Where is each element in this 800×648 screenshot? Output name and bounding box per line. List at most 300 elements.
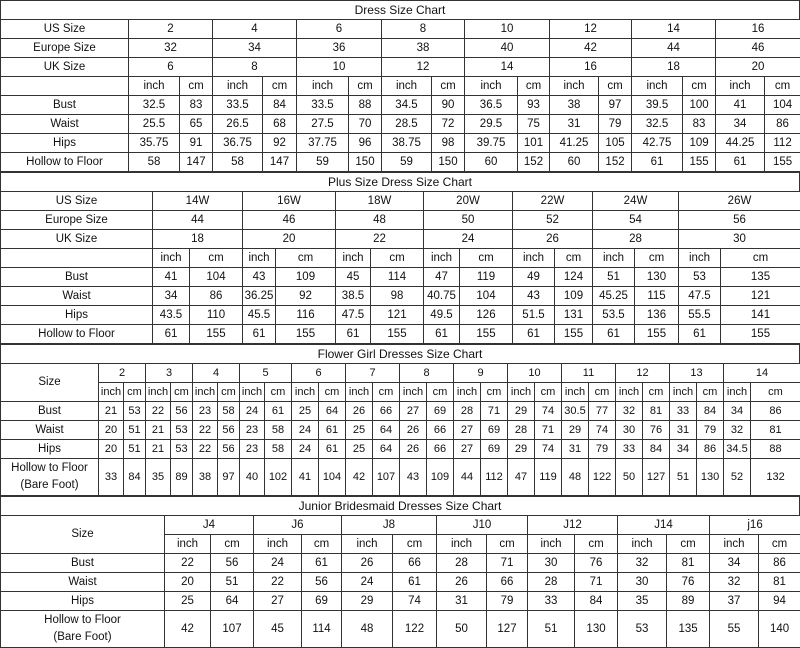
measure-value: 51 (670, 459, 697, 496)
measure-value: 93 (518, 96, 550, 115)
measure-value: 49.5 (424, 306, 460, 325)
measure-value: 28 (454, 402, 481, 421)
unit-cm: cm (373, 383, 400, 402)
measure-value: 97 (218, 459, 240, 496)
measure-value: 100 (683, 96, 716, 115)
measure-value: 24 (254, 554, 302, 573)
uk-size-label: UK Size (1, 230, 153, 249)
unit-cm: cm (535, 383, 562, 402)
uk-size-value: 26 (513, 230, 593, 249)
measure-value: 155 (683, 153, 716, 172)
size-value: 5 (240, 364, 292, 383)
measure-value: 33 (670, 402, 697, 421)
eu-size-value: 44 (632, 39, 716, 58)
unit-cm: cm (667, 535, 710, 554)
measure-value: 136 (635, 306, 679, 325)
uk-size-value: 8 (213, 58, 297, 77)
measure-value: 109 (555, 287, 593, 306)
measure-value: 104 (460, 287, 513, 306)
size-value: 4 (193, 364, 240, 383)
measure-value: 91 (180, 134, 213, 153)
measure-value: 31 (550, 115, 599, 134)
measure-value: 135 (721, 268, 800, 287)
eu-size-value: 54 (593, 211, 679, 230)
size-value: 2 (99, 364, 146, 383)
size-value: J6 (254, 516, 342, 535)
unit-inch: inch (292, 383, 319, 402)
measure-value: 44.25 (716, 134, 765, 153)
measure-value: 61 (243, 325, 276, 344)
unit-inch: inch (382, 77, 432, 96)
measure-value: 26 (437, 573, 487, 592)
eu-size-value: 52 (513, 211, 593, 230)
eu-size-value: 42 (550, 39, 632, 58)
unit-inch: inch (593, 249, 635, 268)
measure-value: 61 (265, 402, 292, 421)
measure-label: Bust (1, 268, 153, 287)
unit-inch: inch (254, 535, 302, 554)
us-size-value: 16W (243, 192, 336, 211)
eu-size-value: 38 (382, 39, 465, 58)
measure-row (1, 611, 800, 648)
measure-value: 27 (400, 402, 427, 421)
measure-row (1, 115, 800, 134)
measure-value: 79 (697, 421, 724, 440)
measure-value: 127 (487, 611, 528, 648)
measure-value: 115 (635, 287, 679, 306)
us-size-value: 14 (632, 20, 716, 39)
uk-size-value: 28 (593, 230, 679, 249)
measure-value: 20 (99, 440, 124, 459)
junior-chart-title: Junior Bridesmaid Dresses Size Chart (0, 496, 800, 515)
measure-value: 58 (265, 421, 292, 440)
measure-value: 44 (454, 459, 481, 496)
measure-row (1, 325, 800, 344)
measure-value: 140 (759, 611, 800, 648)
measure-value: 150 (432, 153, 465, 172)
measure-value: 69 (481, 440, 508, 459)
flower-chart-title: Flower Girl Dresses Size Chart (0, 344, 800, 363)
uk-size-value: 22 (336, 230, 424, 249)
measure-label: Waist (1, 115, 129, 134)
measure-label: Hips (1, 592, 165, 611)
measure-row (1, 134, 800, 153)
measure-value: 64 (319, 402, 346, 421)
dress-size-table (0, 19, 800, 172)
measure-row (1, 153, 800, 172)
measure-value: 53.5 (593, 306, 635, 325)
us-size-value: 10 (465, 20, 550, 39)
measure-value: 40.75 (424, 287, 460, 306)
unit-cm: cm (171, 383, 193, 402)
measure-value: 155 (635, 325, 679, 344)
measure-value: 112 (765, 134, 800, 153)
measure-value: 66 (427, 440, 454, 459)
measure-value: 30 (618, 573, 667, 592)
measure-value: 86 (697, 440, 724, 459)
measure-value: 61 (153, 325, 190, 344)
measure-value: 56 (302, 573, 342, 592)
measure-value: 47 (424, 268, 460, 287)
measure-value: 33 (99, 459, 124, 496)
measure-value: 92 (276, 287, 336, 306)
measure-value: 81 (643, 402, 670, 421)
measure-value: 107 (211, 611, 254, 648)
eu-size-value: 34 (213, 39, 297, 58)
measure-value: 47.5 (679, 287, 721, 306)
measure-value: 23 (240, 440, 265, 459)
unit-inch: inch (550, 77, 599, 96)
measure-value: 56 (218, 440, 240, 459)
measure-label (1, 459, 99, 496)
measure-value: 147 (263, 153, 297, 172)
unit-inch: inch (437, 535, 487, 554)
measure-value: 61 (424, 325, 460, 344)
measure-value: 109 (276, 268, 336, 287)
unit-inch: inch (618, 535, 667, 554)
measure-value: 58 (213, 153, 263, 172)
measure-value: 36.25 (243, 287, 276, 306)
measure-value: 43.5 (153, 306, 190, 325)
measure-value: 152 (518, 153, 550, 172)
measure-value: 55.5 (679, 306, 721, 325)
measure-row (1, 592, 800, 611)
size-value: 3 (146, 364, 193, 383)
measure-value: 45 (336, 268, 371, 287)
unit-label-blank (1, 77, 129, 96)
measure-row (1, 554, 800, 573)
measure-value: 152 (599, 153, 632, 172)
measure-value: 89 (667, 592, 710, 611)
measure-label-line1: Hollow to Floor (11, 462, 88, 474)
measure-value: 81 (667, 554, 710, 573)
measure-value: 35 (618, 592, 667, 611)
measure-label: Hips (1, 134, 129, 153)
measure-value: 56 (171, 402, 193, 421)
unit-inch: inch (243, 249, 276, 268)
unit-inch: inch (297, 77, 349, 96)
measure-value: 53 (124, 402, 146, 421)
measure-value: 32.5 (129, 96, 180, 115)
unit-cm: cm (263, 77, 297, 96)
measure-value: 76 (667, 573, 710, 592)
unit-inch: inch (99, 383, 124, 402)
measure-value: 38 (550, 96, 599, 115)
measure-value: 53 (171, 421, 193, 440)
unit-cm: cm (643, 383, 670, 402)
unit-cm: cm (635, 249, 679, 268)
measure-value: 155 (276, 325, 336, 344)
measure-value: 25 (292, 402, 319, 421)
measure-value: 104 (319, 459, 346, 496)
measure-value: 22 (254, 573, 302, 592)
us-size-value: 8 (382, 20, 465, 39)
measure-value: 102 (265, 459, 292, 496)
unit-row (1, 77, 800, 96)
dress-chart-title: Dress Size Chart (0, 0, 800, 19)
unit-cm: cm (427, 383, 454, 402)
unit-cm: cm (481, 383, 508, 402)
unit-inch: inch (716, 77, 765, 96)
measure-value: 126 (460, 306, 513, 325)
uk-size-value: 20 (716, 58, 800, 77)
unit-inch: inch (562, 383, 589, 402)
measure-value: 112 (481, 459, 508, 496)
measure-value: 34.5 (724, 440, 751, 459)
measure-value: 43 (243, 268, 276, 287)
us-size-label: US Size (1, 20, 129, 39)
measure-value: 41 (292, 459, 319, 496)
measure-value: 21 (146, 421, 171, 440)
eu-size-value: 40 (465, 39, 550, 58)
measure-row (1, 421, 800, 440)
measure-value: 114 (371, 268, 424, 287)
us-size-value: 20W (424, 192, 513, 211)
measure-value: 47 (508, 459, 535, 496)
unit-cm: cm (759, 535, 800, 554)
eu-size-value: 32 (129, 39, 213, 58)
measure-value: 84 (643, 440, 670, 459)
measure-row (1, 287, 800, 306)
measure-value: 94 (759, 592, 800, 611)
junior-bridesmaid-table (0, 515, 800, 648)
measure-value: 107 (373, 459, 400, 496)
measure-value: 109 (683, 134, 716, 153)
eu-size-value: 50 (424, 211, 513, 230)
measure-value: 66 (393, 554, 437, 573)
measure-value: 29 (562, 421, 589, 440)
measure-value: 105 (599, 134, 632, 153)
measure-value: 90 (432, 96, 465, 115)
measure-value: 130 (697, 459, 724, 496)
uk-size-value: 30 (679, 230, 800, 249)
unit-cm: cm (371, 249, 424, 268)
measure-value: 92 (263, 134, 297, 153)
measure-value: 61 (319, 440, 346, 459)
measure-value: 34 (670, 440, 697, 459)
measure-value: 43 (400, 459, 427, 496)
measure-value: 98 (432, 134, 465, 153)
measure-value: 141 (721, 306, 800, 325)
measure-value: 23 (193, 402, 218, 421)
measure-value: 74 (535, 440, 562, 459)
measure-value: 25 (346, 421, 373, 440)
measure-value: 122 (393, 611, 437, 648)
unit-cm: cm (265, 383, 292, 402)
measure-value: 29.5 (465, 115, 518, 134)
measure-value: 33.5 (213, 96, 263, 115)
measure-label (1, 611, 165, 648)
uk-size-value: 6 (129, 58, 213, 77)
size-value: 6 (292, 364, 346, 383)
measure-value: 53 (171, 440, 193, 459)
uk-size-row (1, 230, 800, 249)
measure-value: 51 (528, 611, 575, 648)
measure-value: 32 (724, 421, 751, 440)
measure-label: Hollow to Floor (1, 153, 129, 172)
measure-value: 155 (721, 325, 800, 344)
measure-value: 49 (513, 268, 555, 287)
unit-cm: cm (276, 249, 336, 268)
unit-cm: cm (211, 535, 254, 554)
unit-cm: cm (599, 77, 632, 96)
measure-value: 53 (679, 268, 721, 287)
measure-value: 41.25 (550, 134, 599, 153)
measure-value: 76 (643, 421, 670, 440)
measure-value: 68 (263, 115, 297, 134)
measure-value: 155 (765, 153, 800, 172)
size-value: J12 (528, 516, 618, 535)
measure-label: Hips (1, 440, 99, 459)
measure-value: 72 (432, 115, 465, 134)
us-size-value: 18W (336, 192, 424, 211)
us-size-label: US Size (1, 192, 153, 211)
measure-value: 71 (535, 421, 562, 440)
measure-row (1, 268, 800, 287)
measure-value: 71 (575, 573, 618, 592)
measure-value: 130 (575, 611, 618, 648)
measure-value: 74 (393, 592, 437, 611)
measure-value: 79 (487, 592, 528, 611)
measure-label: Bust (1, 402, 99, 421)
measure-value: 121 (721, 287, 800, 306)
measure-value: 60 (465, 153, 518, 172)
measure-value: 83 (180, 96, 213, 115)
measure-value: 23 (240, 421, 265, 440)
measure-value: 132 (751, 459, 800, 496)
measure-value: 25.5 (129, 115, 180, 134)
unit-inch: inch (508, 383, 535, 402)
unit-inch: inch (528, 535, 575, 554)
unit-inch: inch (632, 77, 683, 96)
eu-size-row (1, 211, 800, 230)
unit-inch: inch (342, 535, 393, 554)
measure-value: 86 (751, 402, 800, 421)
unit-inch: inch (670, 383, 697, 402)
plus-size-table (0, 191, 800, 344)
unit-inch: inch (400, 383, 427, 402)
measure-value: 61 (513, 325, 555, 344)
measure-value: 69 (481, 421, 508, 440)
measure-value: 20 (99, 421, 124, 440)
measure-value: 61 (393, 573, 437, 592)
unit-inch: inch (193, 383, 218, 402)
measure-value: 70 (349, 115, 382, 134)
measure-value: 31 (670, 421, 697, 440)
measure-value: 51 (593, 268, 635, 287)
measure-value: 39.5 (632, 96, 683, 115)
measure-value: 25 (346, 440, 373, 459)
measure-row (1, 306, 800, 325)
us-size-value: 12 (550, 20, 632, 39)
unit-inch: inch (724, 383, 751, 402)
measure-value: 59 (382, 153, 432, 172)
measure-value: 59 (297, 153, 349, 172)
unit-inch: inch (616, 383, 643, 402)
measure-value: 155 (460, 325, 513, 344)
measure-value: 38 (193, 459, 218, 496)
measure-value: 26 (400, 440, 427, 459)
measure-label: Bust (1, 554, 165, 573)
us-size-value: 6 (297, 20, 382, 39)
uk-size-value: 10 (297, 58, 382, 77)
measure-value: 35.75 (129, 134, 180, 153)
unit-inch: inch (213, 77, 263, 96)
measure-value: 47.5 (336, 306, 371, 325)
us-size-row (1, 192, 800, 211)
measure-value: 122 (589, 459, 616, 496)
measure-value: 84 (575, 592, 618, 611)
unit-cm: cm (589, 383, 616, 402)
measure-value: 22 (193, 421, 218, 440)
eu-size-row (1, 39, 800, 58)
measure-value: 61 (319, 421, 346, 440)
uk-size-label: UK Size (1, 58, 129, 77)
measure-value: 22 (193, 440, 218, 459)
measure-value: 127 (643, 459, 670, 496)
measure-value: 61 (679, 325, 721, 344)
measure-value: 114 (302, 611, 342, 648)
unit-cm: cm (721, 249, 800, 268)
measure-value: 135 (667, 611, 710, 648)
measure-value: 27.5 (297, 115, 349, 134)
unit-cm: cm (487, 535, 528, 554)
unit-inch: inch (454, 383, 481, 402)
measure-value: 20 (165, 573, 211, 592)
measure-label: Waist (1, 573, 165, 592)
measure-value: 64 (211, 592, 254, 611)
size-value: 7 (346, 364, 400, 383)
measure-value: 45 (254, 611, 302, 648)
unit-inch: inch (346, 383, 373, 402)
measure-value: 37 (710, 592, 759, 611)
measure-label: Hollow to Floor (1, 325, 153, 344)
measure-value: 79 (599, 115, 632, 134)
unit-cm: cm (460, 249, 513, 268)
eu-size-value: 44 (153, 211, 243, 230)
measure-value: 84 (697, 402, 724, 421)
measure-value: 51.5 (513, 306, 555, 325)
uk-size-value: 12 (382, 58, 465, 77)
measure-value: 28 (437, 554, 487, 573)
size-row (1, 516, 800, 535)
measure-value: 55 (710, 611, 759, 648)
uk-size-value: 20 (243, 230, 336, 249)
measure-value: 155 (190, 325, 243, 344)
measure-value: 84 (124, 459, 146, 496)
measure-value: 27 (254, 592, 302, 611)
measure-value: 119 (535, 459, 562, 496)
measure-label-line1: Hollow to Floor (44, 614, 121, 626)
unit-inch: inch (424, 249, 460, 268)
measure-value: 29 (508, 402, 535, 421)
measure-value: 96 (349, 134, 382, 153)
measure-value: 74 (589, 421, 616, 440)
measure-value: 71 (481, 402, 508, 421)
measure-value: 51 (124, 440, 146, 459)
unit-cm: cm (683, 77, 716, 96)
measure-row (1, 459, 800, 496)
measure-value: 33.5 (297, 96, 349, 115)
measure-value: 110 (190, 306, 243, 325)
us-size-value: 26W (679, 192, 800, 211)
measure-value: 56 (218, 421, 240, 440)
measure-value: 34 (716, 115, 765, 134)
measure-value: 48 (342, 611, 393, 648)
measure-value: 104 (190, 268, 243, 287)
measure-value: 24 (292, 421, 319, 440)
size-value: 14 (724, 364, 800, 383)
